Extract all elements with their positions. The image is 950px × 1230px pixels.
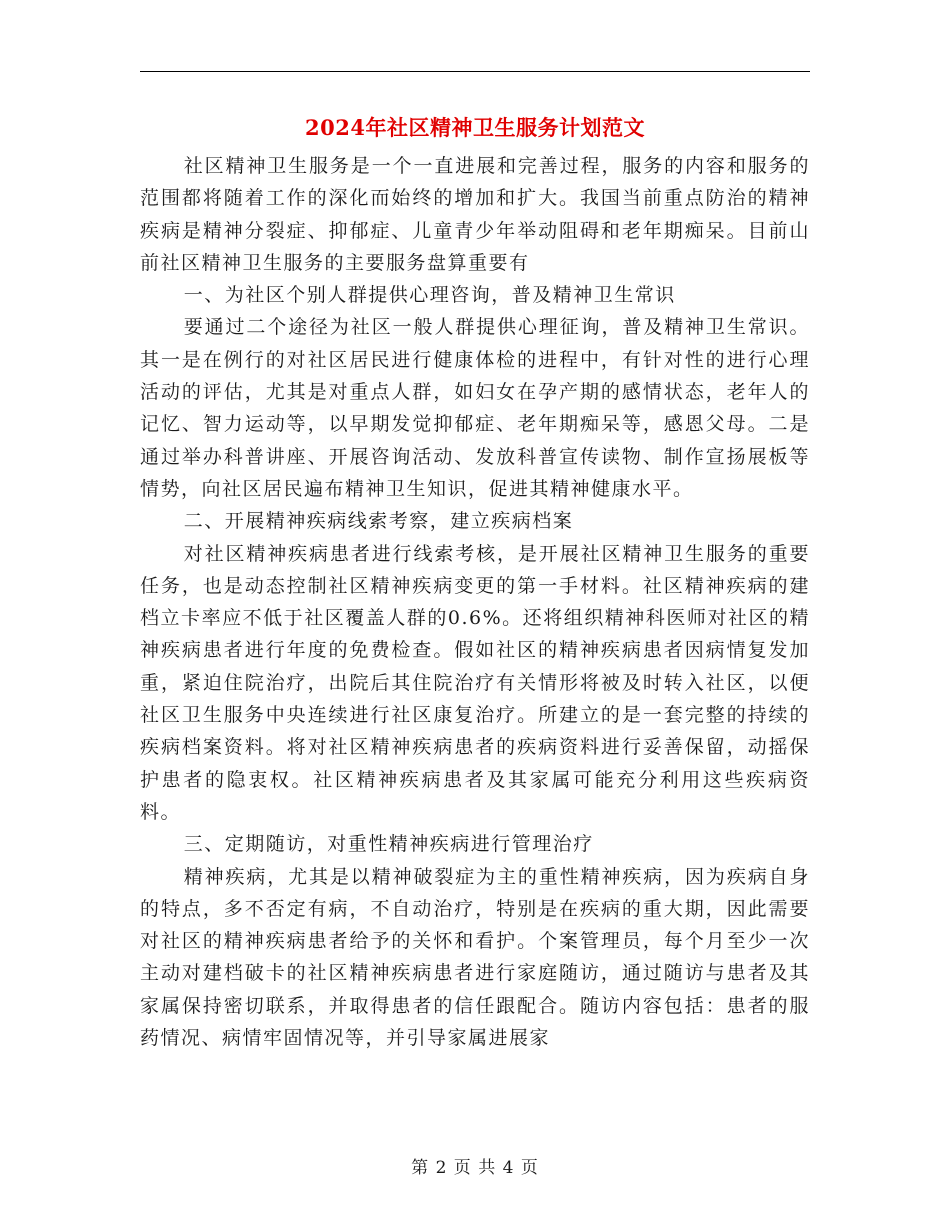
page-number-footer: 第 2 页 共 4 页 (411, 1158, 539, 1178)
paragraph-section-2: 对社区精神疾病患者进行线索考核，是开展社区精神卫生服务的重要任务，也是动态控制社区精神疾病变更的第一手材料。社区精神疾病的建档立卡率应不低于社区覆盖人群的0.6%。还将组织精神科医师对社区的精神疾病患者进行年度的免费检查。假如社区的精神疾病患者因病情复发加重，紧迫住院治疗，出院后其住院治疗有关情形将被及时转入社区，以便社区卫生服务中央连续进行社区康复治疗。所建立的是一套完整的持续的疾病档案资料。将对社区精神疾病患者的疾病资料进行妥善保留，动摇保护患者的隐衷权。社区精神疾病患者及其家属可能充分利用这些疾病资料。 (140, 542, 810, 823)
section-heading-1: 一、为社区个别人群提供心理咨询，普及精神卫生常识 (183, 284, 676, 307)
document-body (140, 150, 810, 1054)
document-title: 2024年社区精神卫生服务计划范文 (305, 115, 645, 140)
paragraph-section-1: 要通过二个途径为社区一般人群提供心理征询，普及精神卫生常识。其一是在例行的对社区居民进行健康体检的进程中，有针对性的进行心理活动的评估，尤其是对重点人群，如妇女在孕产期的感情状态，老年人的记忆、智力运动等，以早期发觉抑郁症、老年期痴呆等，感恩父母。二是通过举办科普讲座、开展咨询活动、发放科普宣传读物、制作宣扬展板等情势，向社区居民遍布精神卫生知识，促进其精神健康水平。 (140, 316, 810, 500)
header-rule (140, 71, 810, 72)
section-heading-3: 三、定期随访，对重性精神疾病进行管理治疗 (183, 833, 594, 856)
paragraph-intro: 社区精神卫生服务是一个一直进展和完善过程，服务的内容和服务的范围都将随着工作的深化而始终的增加和扩大。我国当前重点防治的精神疾病是精神分裂症、抑郁症、儿童青少年举动阻碍和老年期痴呆。目前山前社区精神卫生服务的主要服务盘算重要有 (140, 155, 810, 274)
section-heading-2: 二、开展精神疾病线索考察，建立疾病档案 (183, 510, 574, 533)
paragraph-section-3: 精神疾病，尤其是以精神破裂症为主的重性精神疾病，因为疾病自身的特点，多不否定有病，不自动治疗，特别是在疾病的重大期，因此需要对社区的精神疾病患者给予的关怀和看护。个案管理员，每个月至少一次主动对建档破卡的社区精神疾病患者进行家庭随访，通过随访与患者及其家属保持密切联系，并取得患者的信任跟配合。随访内容包括：患者的服药情况、病情牢固情况等，并引导家属进展家 (140, 865, 810, 1050)
